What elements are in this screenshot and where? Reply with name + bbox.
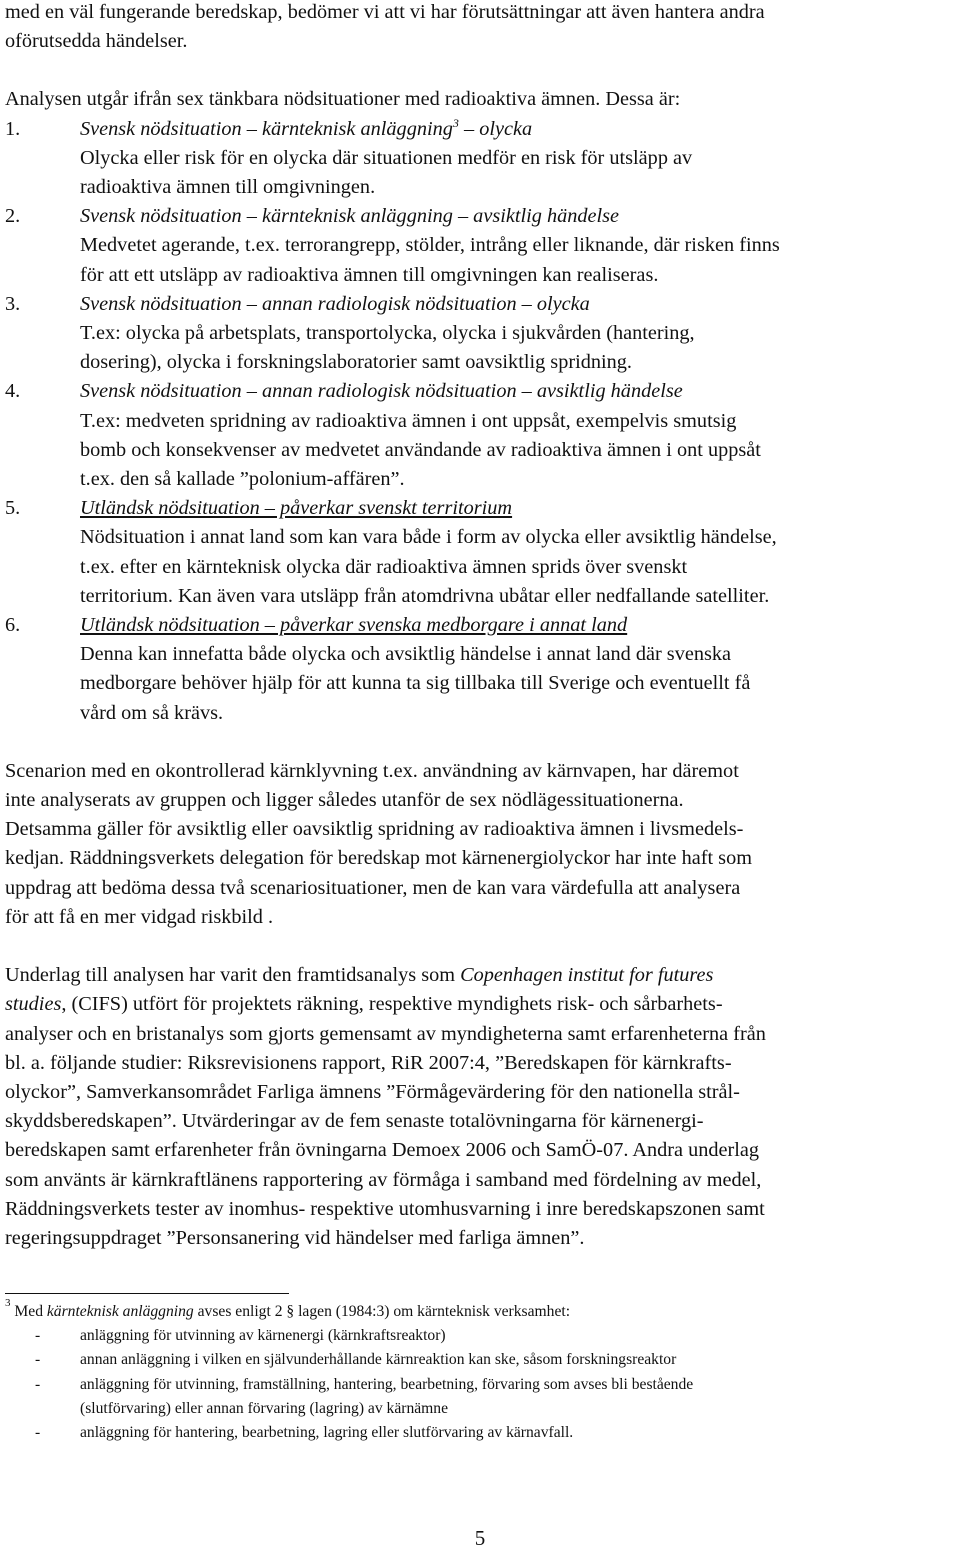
scenario-paragraph [5,757,955,932]
intro-paragraph [5,0,955,56]
text-line: Räddningsverkets tester av inomhus- respektive utomhusvarning i inre beredskapszonen samt [5,1197,765,1220]
list-item [5,611,955,728]
footnote-separator [5,1293,289,1294]
analysis-lead: Analysen utgår ifrån sex tänkbara nödsituationer med radioaktiva ämnen. Dessa är: [5,88,681,111]
text-line: inte analyserats av gruppen och ligger således utanför de sex nödlägessituationerna. [5,789,684,812]
footnote [5,1297,955,1445]
footnote-list-item: - annan anläggning i vilken en självunderhållande kärnreaktion kan ske, såsom forskningsreaktor [5,1348,955,1372]
list-number: 3. [5,292,21,315]
text-line: beredskapen samt erfarenheter från övningarna Demoex 2006 och SamÖ-07. Andra underlag [5,1139,760,1162]
footnote-ref[interactable]: 3 [452,115,459,130]
situation-title: Svensk nödsituation – kärnteknisk anläggning – avsiktlig händelse [80,205,620,228]
dash-bullet: - [35,1424,41,1442]
list-item [5,494,955,611]
list-item [5,115,955,203]
list-number: 1. [5,117,21,140]
list-item [5,377,955,494]
list-number: 4. [5,380,21,403]
text-line: oförutsedda händelser. [5,30,188,53]
footnote-list-item: - anläggning för utvinning av kärnenergi (kärnkraftsreaktor) [5,1324,955,1348]
text-line: för att ett utsläpp av radioaktiva ämnen till omgivningen kan realiseras. [80,263,659,286]
footnote-text: $^3$ Med kärnteknisk anläggning avses enligt 2 § lagen (1984:3) om kärnteknisk verksamhet: [5,1297,571,1320]
text-line: Denna kan innefatta både olycka och avsiktlig händelse i annat land där svenska [80,643,732,666]
list-number: 5. [5,497,21,520]
footnote-list-item: - anläggning för hantering, bearbetning, lagring eller slutförvaring av kärnavfall. [5,1421,955,1445]
footnote-marker: 3 [5,1297,11,1309]
text-line: Underlag till analysen har varit den framtidsanalys som Copenhagen institut for futures [5,964,714,987]
dash-bullet: - [35,1327,41,1345]
footnote-list-item: - anläggning för utvinning, framställning, hantering, bearbetning, förvaring som avses bli bestående (slutförvaring) eller annan förvaring (lagring) av kärnämne [5,1373,955,1421]
text-line: uppdrag att bedöma dessa två scenariosituationer, men de kan vara värdefulla att analysera [5,876,741,899]
list-number: 6. [5,614,21,637]
text-line: T.ex: olycka på arbetsplats, transportolycka, olycka i sjukvården (hantering, [80,322,695,345]
situation-title: Utländsk nödsituation – påverkar svenska medborgare i annat land [80,614,628,637]
text-line: bl. a. följande studier: Riksrevisionens rapport, RiR 2007:4, ”Beredskapen för kärnkrafts- [5,1051,732,1074]
text-line: T.ex: medveten spridning av radioaktiva ämnen i ont uppsåt, exempelvis smutsig [80,409,737,432]
list-item [5,290,955,378]
list-number: 2. [5,205,21,228]
text-line: kedjan. Räddningsverkets delegation för beredskap mot kärnenergiolyckor har inte haft som [5,847,752,870]
situation-title: Svensk nödsituation – annan radiologisk nödsituation – avsiktlig händelse [80,380,683,403]
text-line: Scenarion med en okontrollerad kärnklyvning t.ex. användning av kärnvapen, har däremot [5,759,739,782]
situation-title: Svensk nödsituation – annan radiologisk nödsituation – olycka [80,292,590,315]
text-line: Medvetet agerande, t.ex. terrorangrepp, stölder, intrång eller liknande, där risken finns [80,234,780,257]
situation-title: Utländsk nödsituation – påverkar svenskt territorium [80,497,513,520]
underlag-paragraph [5,961,955,1253]
text-line: skyddsberedskapen”. Utvärderingar av de fem senaste totalövningarna för kärnenergi- [5,1110,704,1133]
document-page [5,0,955,1253]
text-line: territorium. Kan även vara utsläpp från atomdrivna ubåtar eller nedfallande satelliter. [80,584,770,607]
text-line: studies, (CIFS) utfört för projektets räkning, respektive myndighets risk- och sårbarhets- [5,993,723,1016]
text-line: analyser och en bristanalys som gjorts gemensamt av myndigheterna samt erfarenheterna från [5,1022,766,1045]
text-line: t.ex. den så kallade ”polonium-affären”. [80,468,405,491]
list-item [5,202,955,290]
text-line: för att få en mer vidgad riskbild . [5,905,274,928]
dash-bullet: - [35,1351,41,1369]
text-line: med en väl fungerande beredskap, bedömer vi att vi har förutsättningar att även hantera andra [5,1,765,23]
text-line: medborgare behöver hjälp för att kunna ta sig tillbaka till Sverige och eventuellt få [80,672,751,695]
text-line: t.ex. efter en kärnteknisk olycka där radioaktiva ämnen sprids över svenskt [80,555,688,578]
text-line: olyckor”, Samverkansområdet Farliga ämnens ”Förmågevärdering för den nationella strål- [5,1080,740,1103]
text-line: Detsamma gäller för avsiktlig eller oavsiktlig spridning av radioaktiva ämnen i livsmedels- [5,818,744,841]
text-line: som använts är kärnkraftlänens rapportering av förmåga i samband med fördelning av medel, [5,1168,762,1191]
situations-list [5,115,955,728]
dash-bullet: - [35,1375,41,1393]
text-line: Nödsituation i annat land som kan vara både i form av olycka eller avsiktlig händelse, [80,526,777,549]
text-line: vård om så krävs. [80,701,224,724]
page-number: 5 [474,1526,486,1550]
text-line: dosering), olycka i forskningslaboratorier samt oavsiktlig spridning. [80,351,633,374]
text-line: radioaktiva ämnen till omgivningen. [80,176,376,199]
text-line: bomb och konsekvenser av medvetet användande av radioaktiva ämnen i ont uppsåt [80,438,761,461]
text-line: regeringsuppdraget ”Personsanering vid händelser med farliga ämnen”. [5,1226,585,1249]
situation-title: Svensk nödsituation – kärnteknisk anläggning$^3$ – olycka [80,115,533,140]
footnote-list [5,1324,955,1445]
text-line: Olycka eller risk för en olycka där situationen medför en risk för utsläpp av [80,146,693,169]
